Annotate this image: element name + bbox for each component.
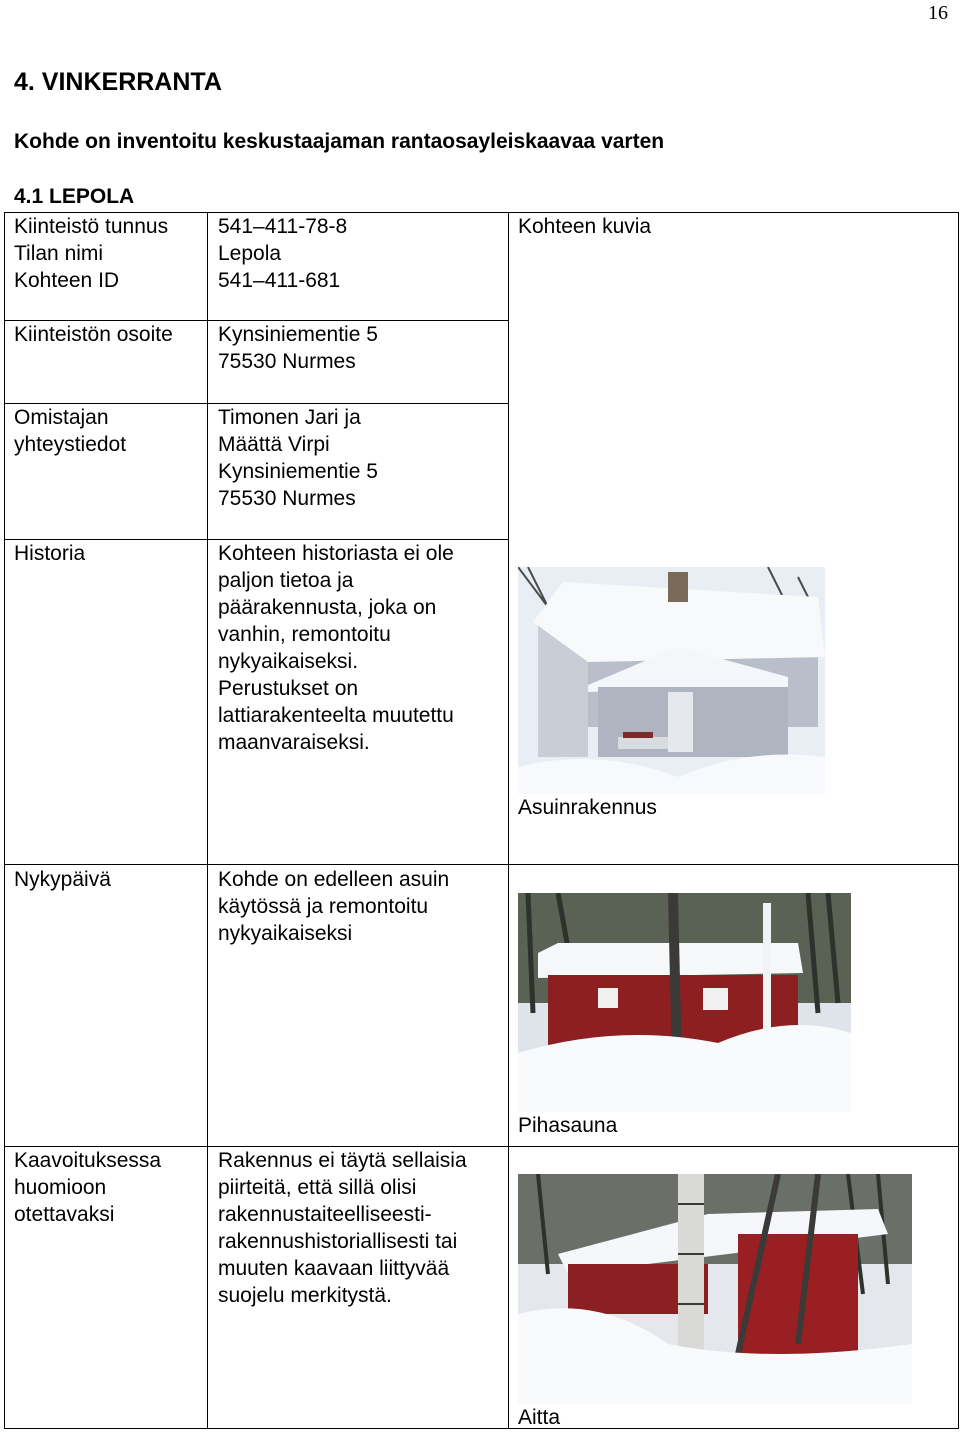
photo-caption-main-house: Asuinrakennus xyxy=(518,796,657,819)
page-number: 16 xyxy=(928,2,948,24)
page-heading: 4. VINKERRANTA xyxy=(14,68,222,96)
photo-sauna xyxy=(518,893,851,1112)
row-label-history: Historia xyxy=(14,542,86,565)
row-value-history: Kohteen historiasta ei ole paljon tietoa ja päärakennusta, joka on vanhin, remontoitu nykyaikaiseksi. Perustukset on lattiarakenteelta muutettu maanvaraiseksi. xyxy=(218,542,454,754)
row-value-owner: Timonen Jari ja Määttä Virpi Kynsiniementie 5 75530 Nurmes xyxy=(218,406,378,510)
row-value-present: Kohde on edelleen asuin käytössä ja remontoitu nykyaikaiseksi xyxy=(218,868,450,945)
photo-caption-sauna: Pihasauna xyxy=(518,1114,618,1137)
row-value-address: Kynsiniementie 5 75530 Nurmes xyxy=(218,323,378,373)
table-border-left xyxy=(4,212,5,1429)
row-label-property: Kiinteistö tunnus Tilan nimi Kohteen ID xyxy=(14,215,169,292)
photo-storehouse xyxy=(518,1174,912,1404)
photo-main-house xyxy=(518,567,825,794)
subheading: Kohde on inventoitu keskustaajaman rantaosayleiskaavaa varten xyxy=(14,130,665,153)
table-border-right xyxy=(958,212,959,1429)
section-title: 4.1 LEPOLA xyxy=(14,185,135,208)
row-divider xyxy=(4,864,959,865)
column-divider xyxy=(508,212,509,1429)
row-label-owner: Omistajan yhteystiedot xyxy=(14,406,127,456)
row-label-present: Nykypäivä xyxy=(14,868,111,891)
photo-caption-storehouse: Aitta xyxy=(518,1406,561,1429)
column-divider xyxy=(207,212,208,1429)
row-value-property: 541–411-78-8 Lepola 541–411-681 xyxy=(218,215,348,292)
row-label-planning: Kaavoituksessa huomioon otettavaksi xyxy=(14,1149,162,1226)
table-border-bottom xyxy=(4,1428,959,1429)
row-label-address: Kiinteistön osoite xyxy=(14,323,173,346)
images-header: Kohteen kuvia xyxy=(518,215,652,238)
row-value-planning: Rakennus ei täytä sellaisia piirteitä, että sillä olisi rakennustaiteelliseesti- rakennushistoriallisesti tai muuten kaavaan liittyvää suojelu merkitystä. xyxy=(218,1149,467,1307)
